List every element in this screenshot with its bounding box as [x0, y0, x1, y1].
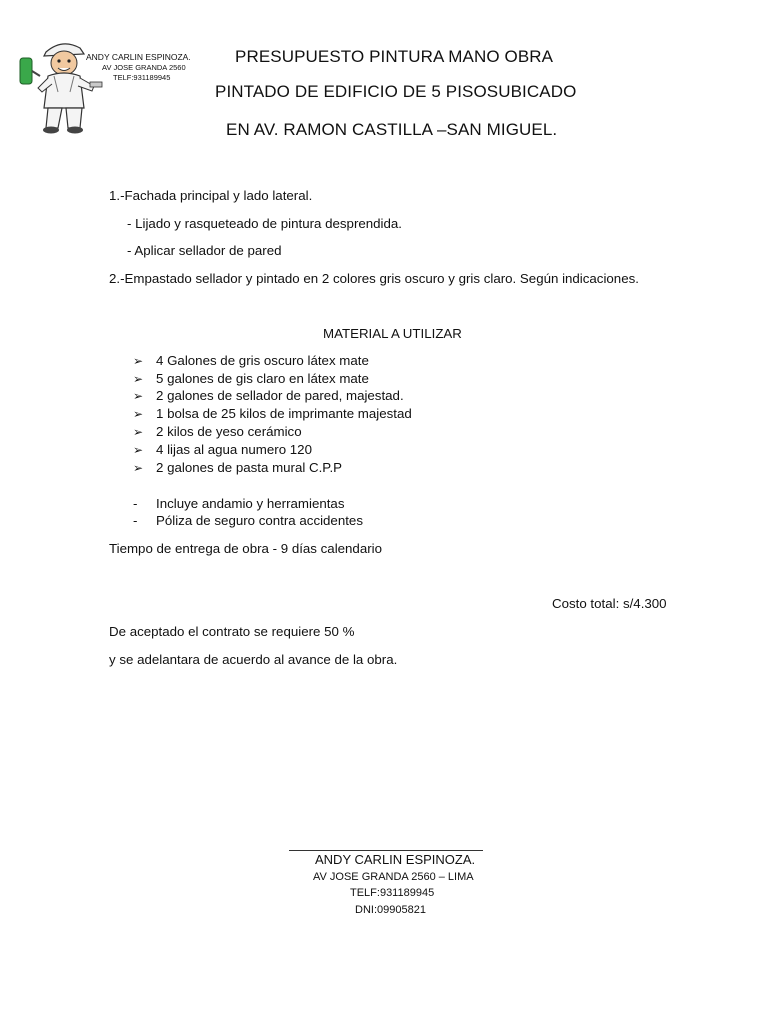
company-name: ANDY CARLIN ESPINOZA. [86, 52, 191, 62]
signature-name: ANDY CARLIN ESPINOZA. [315, 852, 476, 867]
arrow-bullet-icon: ➢ [133, 461, 144, 475]
material-item: ➢ 1 bolsa de 25 kilos de imprimante majestad [133, 406, 412, 421]
arrow-bullet-icon: ➢ [133, 354, 144, 368]
arrow-bullet-icon: ➢ [133, 407, 144, 421]
includes-item: - Póliza de seguro contra accidentes [133, 513, 363, 528]
scope-sub-2: - Aplicar sellador de pared [127, 243, 282, 258]
material-item: ➢ 2 galones de pasta mural C.P.P [133, 460, 343, 475]
signature-line [289, 850, 483, 851]
signature-phone: TELF:931189945 [350, 887, 435, 899]
terms-line-1: De aceptado el contrato se requiere 50 % [109, 624, 355, 639]
company-address: AV JOSE GRANDA 2560 [102, 63, 186, 72]
arrow-bullet-icon: ➢ [133, 425, 144, 439]
title-line-2: PINTADO DE EDIFICIO DE 5 PISOSUBICADO [215, 82, 577, 101]
painter-mascot-icon [18, 36, 108, 136]
scope-sub-1: - Lijado y rasqueteado de pintura desprendida. [127, 216, 402, 231]
scope-item-1: 1.-Fachada principal y lado lateral. [109, 188, 313, 203]
company-phone: TELF:931189945 [113, 73, 171, 82]
includes-item: - Incluye andamio y herramientas [133, 496, 345, 511]
signature-dni: DNI:09905821 [355, 904, 426, 916]
arrow-bullet-icon: ➢ [133, 372, 144, 386]
material-item: ➢ 4 lijas al agua numero 120 [133, 442, 312, 457]
terms-line-2: y se adelantara de acuerdo al avance de la obra. [109, 652, 398, 667]
title-line-3: EN AV. RAMON CASTILLA –SAN MIGUEL. [226, 120, 558, 139]
material-item: ➢ 2 galones de sellador de pared, majestad. [133, 388, 404, 403]
delivery-time: Tiempo de entrega de obra - 9 días calendario [109, 541, 383, 556]
arrow-bullet-icon: ➢ [133, 443, 144, 457]
material-item: ➢ 5 galones de gis claro en látex mate [133, 371, 369, 386]
scope-item-2: 2.-Empastado sellador y pintado en 2 colores gris oscuro y gris claro. Según indicaciones. [109, 271, 639, 286]
title-line-1: PRESUPUESTO PINTURA MANO OBRA [235, 47, 554, 66]
signature-address: AV JOSE GRANDA 2560 – LIMA [313, 871, 474, 883]
material-item: ➢ 2 kilos de yeso cerámico [133, 424, 302, 439]
arrow-bullet-icon: ➢ [133, 389, 144, 403]
total-cost: Costo total: s/4.300 [552, 596, 667, 611]
material-item: ➢ 4 Galones de gris oscuro látex mate [133, 353, 369, 368]
materials-heading: MATERIAL A UTILIZAR [323, 326, 462, 341]
